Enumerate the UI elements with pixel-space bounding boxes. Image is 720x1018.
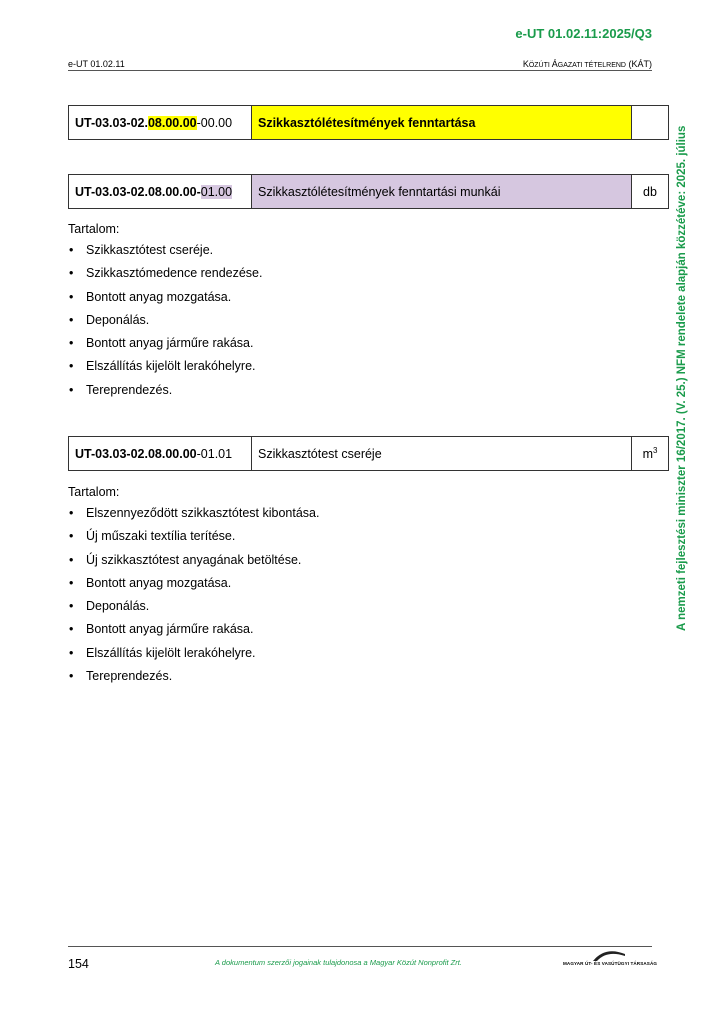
footer-copyright: A dokumentum szerzői jogainak tulajdonosa a Magyar Közút Nonprofit Zrt. <box>215 958 462 967</box>
item-unit-1 <box>632 106 669 140</box>
content-block-2 <box>68 485 319 691</box>
list-item: • Új szikkasztótest anyagának betöltése. <box>68 552 319 575</box>
header-right-tail: (KÁT) <box>626 59 652 69</box>
item-table-1 <box>68 105 669 140</box>
content-list-1 <box>68 242 262 405</box>
list-item: • Elszállítás kijelölt lerakóhelyre. <box>68 358 262 381</box>
list-item: • Bontott anyag járműre rakása. <box>68 335 262 358</box>
item-unit-2: db <box>632 175 669 209</box>
header-right-cap1: K <box>522 59 529 69</box>
item-code-1-prefix: UT-03.03-02. <box>75 115 148 130</box>
list-item: • Deponálás. <box>68 312 262 335</box>
list-item: • Új műszaki textília terítése. <box>68 528 319 551</box>
item-code-2-highlight: 01.00 <box>200 184 233 199</box>
item-code-2 <box>69 175 252 209</box>
logo-text: MAGYAR ÚT- ÉS VASÚTÜGYI TÁRSASÁG <box>563 961 658 966</box>
item-unit-3-exponent: 3 <box>652 445 658 455</box>
list-item: • Szikkasztótest cseréje. <box>68 242 262 265</box>
page-number: 154 <box>68 957 89 971</box>
item-unit-3-base: m <box>642 447 653 462</box>
list-item: • Bontott anyag mozgatása. <box>68 289 262 312</box>
item-code-1-highlight: 08.00.00 <box>147 115 197 130</box>
item-code-3-suffix: -01.01 <box>196 446 233 461</box>
item-title-3: Szikkasztótest cseréje <box>252 437 632 471</box>
item-code-2-prefix: UT-03.03-02.08.00.00- <box>75 184 201 199</box>
content-list-2 <box>68 505 319 691</box>
item-code-3 <box>69 437 252 471</box>
item-code-1 <box>69 106 252 140</box>
header-right-cap2: Á <box>551 59 558 69</box>
document-code: e-UT 01.02.11:2025/Q3 <box>515 26 652 41</box>
item-code-1-suffix: -00.00 <box>196 115 233 130</box>
list-item: • Elszennyeződött szikkasztótest kibontása. <box>68 505 319 528</box>
side-publication-note: A nemzeti fejlesztési miniszter 16/2017. (V. 25.) NFM rendelete alapján közzétéve: 2025. július <box>676 125 688 631</box>
header-divider <box>68 70 652 71</box>
list-item: • Elszállítás kijelölt lerakóhelyre. <box>68 645 319 668</box>
list-item: • Bontott anyag járműre rakása. <box>68 621 319 644</box>
content-label-1: Tartalom: <box>68 222 120 236</box>
list-item: • Bontott anyag mozgatása. <box>68 575 319 598</box>
society-logo <box>563 948 658 970</box>
header-right-sc1: ÖZÚTI <box>528 62 552 69</box>
list-item: • Tereprendezés. <box>68 668 319 691</box>
list-item: • Tereprendezés. <box>68 382 262 405</box>
content-block-1 <box>68 222 262 405</box>
item-title-1: Szikkasztólétesítmények fenntartása <box>252 106 632 140</box>
item-table-2 <box>68 174 669 209</box>
list-item: • Szikkasztómedence rendezése. <box>68 265 262 288</box>
footer-divider <box>68 946 652 947</box>
list-item: • Deponálás. <box>68 598 319 621</box>
header-left: e-UT 01.02.11 <box>68 59 125 69</box>
content-label-2: Tartalom: <box>68 485 120 499</box>
header-right-sc2: GAZATI TÉTELREND <box>557 62 626 69</box>
item-code-3-prefix: UT-03.03-02.08.00.00 <box>75 446 197 461</box>
item-title-2: Szikkasztólétesítmények fenntartási munkái <box>252 175 632 209</box>
road-arc-logo-icon <box>591 948 627 962</box>
item-table-3 <box>68 436 669 471</box>
item-unit-3 <box>632 437 669 471</box>
header-right <box>523 59 652 69</box>
